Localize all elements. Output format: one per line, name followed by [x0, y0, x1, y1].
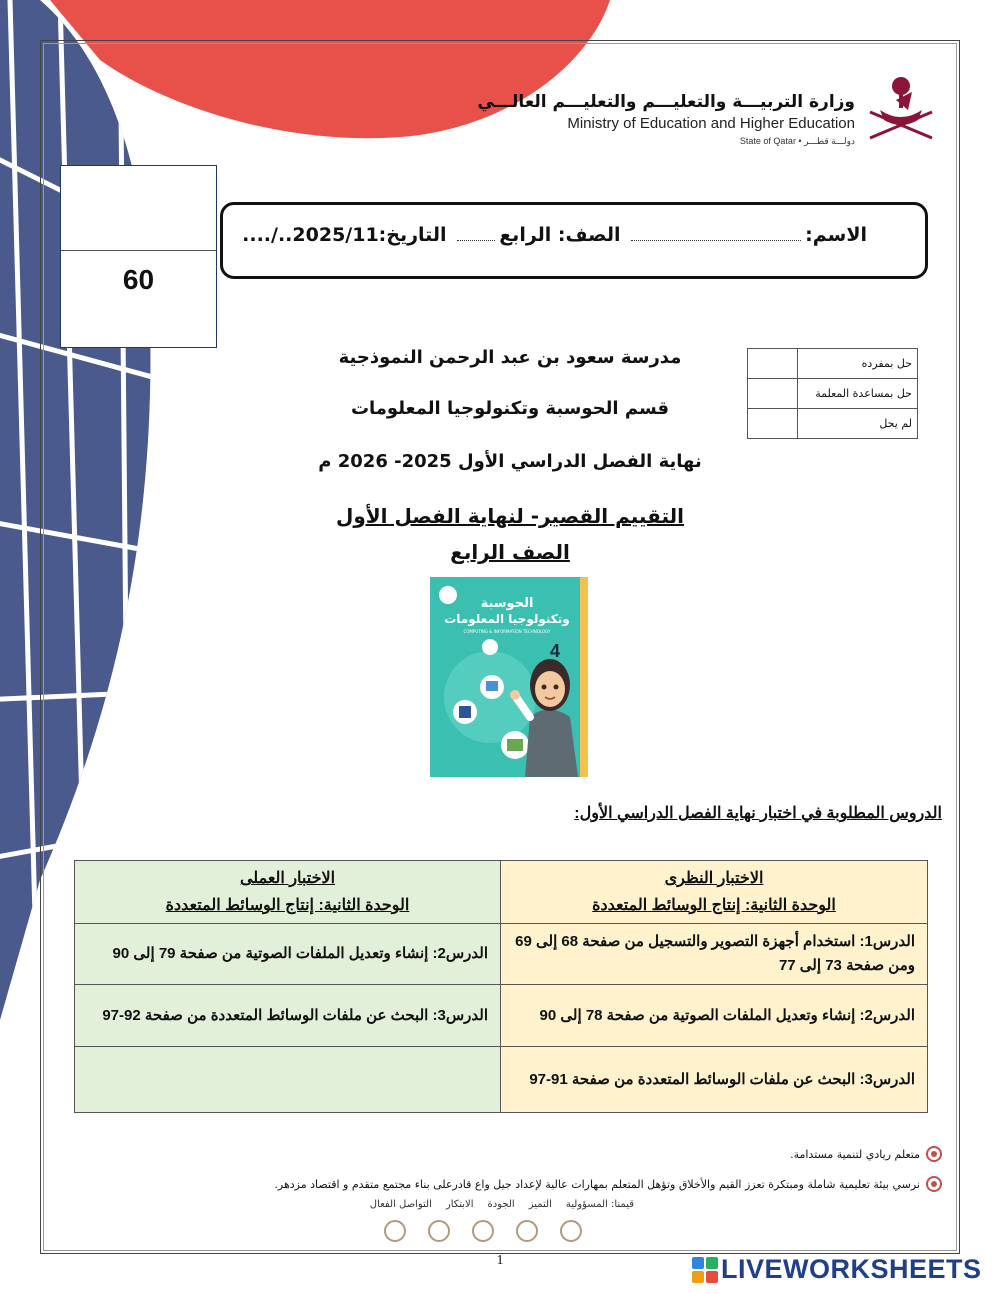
theory-lesson-cell: الدرس2: إنشاء وتعديل الملفات الصوتية من صفحة 78 إلى 90	[501, 985, 928, 1047]
book-subtitle: COMPUTING & INFORMATION TECHNOLOGY	[463, 629, 551, 634]
textbook-cover-image	[430, 577, 588, 777]
practical-unit: الوحدة الثانية: إنتاج الوسائط المتعددة	[165, 897, 410, 914]
liveworksheets-text: LIVEWORKSHEETS	[721, 1254, 982, 1284]
theory-header: الاختبار النظرى	[664, 870, 764, 887]
assessment-option: حل بمفرده	[798, 349, 918, 379]
class-dots	[457, 227, 495, 241]
practical-lesson-cell: الدرس2: إنشاء وتعديل الملفات الصوتية من صفحة 79 إلى 90	[75, 924, 501, 985]
book-title-line2: وتكنولوجيا المعلومات	[444, 612, 570, 626]
class-value: الرابع	[499, 224, 552, 246]
vision-statement	[790, 1146, 942, 1162]
student-info-box	[220, 202, 928, 279]
communication-icon	[384, 1220, 406, 1242]
theory-header-cell	[501, 861, 928, 924]
practical-lesson-cell: الدرس3: البحث عن ملفات الوسائط المتعددة من صفحة 92-97	[75, 985, 501, 1047]
values-icons	[384, 1220, 604, 1246]
assessment-title: التقييم القصير- لنهاية الفصل الأول	[335, 504, 685, 528]
name-label: الاسم:	[805, 224, 867, 246]
vision-text: متعلم ريادي لتنمية مستدامة.	[790, 1147, 920, 1161]
lessons-heading: الدروس المطلوبة في اختبار نهاية الفصل الدراسي الأول:	[574, 805, 942, 822]
student-info-line	[242, 224, 867, 246]
practical-lesson-cell	[75, 1047, 501, 1113]
value-item: التواصل الفعال	[369, 1199, 432, 1210]
table-row	[75, 985, 928, 1047]
date-label: التاريخ:	[378, 224, 447, 246]
score-box	[60, 165, 217, 348]
mission-text: نرسي بيئة تعليمية شاملة ومبتكرة تعزز القيم والأخلاق وتؤهل المتعلم بمهارات عالية لإعداد جيل واع قادرعلى بناء مجتمع متقدم و اقتصاد مزدهر.	[274, 1177, 920, 1191]
score-total: 60	[122, 264, 155, 295]
theory-lesson-cell: الدرس1: استخدام أجهزة التصوير والتسجيل من صفحة 68 إلى 69 ومن صفحة 73 إلى 77	[501, 924, 928, 985]
mission-statement	[274, 1176, 942, 1192]
value-item: الجودة	[487, 1199, 515, 1210]
value-item: التميز	[528, 1199, 552, 1210]
name-field[interactable]	[631, 227, 801, 241]
book-title-line1: الحوسبة	[480, 596, 534, 611]
target-icon	[926, 1146, 942, 1162]
date-value: ..../..2025/11	[242, 224, 379, 246]
practical-header-cell	[75, 861, 501, 924]
grade-title: الصف الرابع	[450, 540, 570, 564]
value-item: الابتكار	[445, 1199, 474, 1210]
qatar-emblem-icon	[860, 66, 942, 148]
innovation-icon	[428, 1220, 450, 1242]
page-number: 1	[496, 1253, 504, 1268]
lessons-table	[74, 860, 928, 1113]
theory-lesson-cell: الدرس3: البحث عن ملفات الوسائط المتعددة من صفحة 91-97	[501, 1047, 928, 1113]
theory-unit: الوحدة الثانية: إنتاج الوسائط المتعددة	[592, 897, 836, 914]
value-item: قيمنا: المسؤولية	[565, 1199, 634, 1210]
responsibility-icon	[560, 1220, 582, 1242]
target-icon	[926, 1176, 942, 1192]
assessment-option: حل بمساعدة المعلمة	[798, 379, 918, 409]
ministry-name-english: Ministry of Education and Higher Education	[567, 115, 855, 132]
liveworksheets-logo-icon	[692, 1257, 718, 1283]
liveworksheets-watermark[interactable]	[692, 1254, 982, 1285]
assessment-option: لم يحل	[798, 409, 918, 439]
excellence-icon	[516, 1220, 538, 1242]
practical-header: الاختبار العملى	[239, 870, 336, 887]
class-label: الصف:	[557, 224, 621, 246]
self-assessment-table	[747, 348, 918, 439]
quality-icon	[472, 1220, 494, 1242]
term-title: نهاية الفصل الدراسي الأول 2025- 2026 م	[318, 451, 702, 472]
department-name: قسم الحوسبة وتكنولوجيا المعلومات	[350, 398, 670, 419]
state-of-qatar: State of Qatar • دولـــة قطـــر	[739, 136, 855, 146]
school-name: مدرسة سعود بن عبد الرحمن النموذجية	[338, 347, 682, 368]
ministry-name-arabic: وزارة التربيـــة والتعليـــم والتعليـــم العالـــي	[477, 92, 855, 112]
book-grade-number: 4	[549, 641, 561, 661]
values-list	[370, 1199, 634, 1210]
table-row	[75, 1047, 928, 1113]
table-row	[75, 924, 928, 985]
